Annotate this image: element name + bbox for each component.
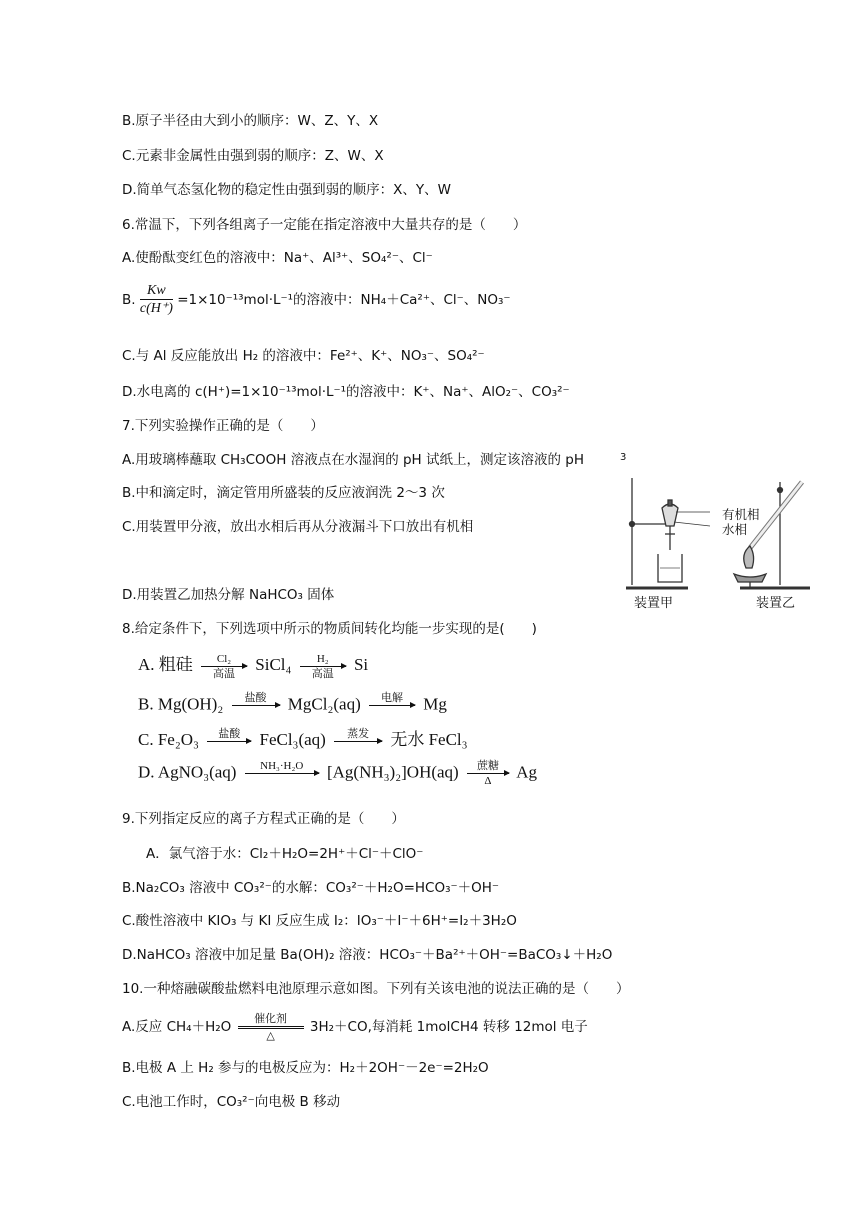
q8b-c2-top: 电解 (381, 692, 403, 704)
q5-option-c: C.元素非金属性由强到弱的顺序：Z、W、X (122, 148, 384, 164)
q8-option-c (138, 725, 468, 755)
q7-option-a: A.用玻璃棒蘸取 CH₃COOH 溶液点在水湿润的 pH 试纸上，测定该溶液的 pH (122, 452, 585, 468)
label-water-phase: 水相 (722, 522, 748, 537)
q7-option-b: B.中和滴定时，滴定管用所盛装的反应液润洗 2～3 次 (122, 485, 445, 501)
q9-option-c: C.酸性溶液中 KIO₃ 与 KI 反应生成 I₂：IO₃⁻＋I⁻＋6H⁺=I₂＋3H₂O (122, 913, 517, 929)
q8c-s1: Fe₂O₃ (157, 730, 199, 749)
q8a-c1-top: Cl₂ (216, 652, 232, 665)
q8a-c2-bot: 高温 (311, 667, 334, 680)
q8a-label: A. (138, 655, 155, 674)
q7-option-c: C.用装置甲分液，放出水相后再从分液漏斗下口放出有机相 (122, 519, 474, 535)
q8-stem: 8.给定条件下，下列选项中所示的物质间转化均能一步实现的是( ) (122, 621, 537, 637)
q6b-rest: =1×10⁻¹³mol·L⁻¹的溶液中：NH₄＋Ca²⁺、Cl⁻、NO₃⁻ (177, 292, 511, 308)
q8c-c1-top: 盐酸 (218, 727, 241, 740)
q10-option-b: B.电极 A 上 H₂ 参与的电极反应为：H₂＋2OH⁻－2e⁻=2H₂O (122, 1060, 489, 1076)
q8d-c2-top: 蔗糖 (476, 760, 499, 772)
q6-option-d: D.水电离的 c(H⁺)=1×10⁻¹³mol·L⁻¹的溶液中：K⁺、Na⁺、AlO₂⁻、CO₃²⁻ (122, 384, 570, 400)
q6b-prefix: B. (122, 292, 136, 308)
q8-option-b (138, 692, 447, 719)
q8c-s2: FeCl₃(aq) (259, 730, 326, 749)
q10-option-a (122, 1010, 588, 1044)
q8d-s1: AgNO₃(aq) (157, 762, 237, 782)
q6-option-c: C.与 Al 反应能放出 H₂ 的溶液中：Fe²⁺、K⁺、NO₃⁻、SO₄²⁻ (122, 348, 485, 364)
q8b-c1-top: 盐酸 (244, 692, 267, 704)
q9-option-d: D.NaHCO₃ 溶液中加足量 Ba(OH)₂ 溶液：HCO₃⁻＋Ba²⁺＋OH⁻=BaCO₃↓＋H₂O (122, 947, 613, 963)
q8a-s1: 粗硅 (158, 655, 193, 674)
q8b-arrow-2 (369, 692, 415, 719)
q8b-s2: MgCl₂(aq) (287, 694, 361, 714)
label-organic-phase: 有机相 (722, 507, 760, 522)
q6-option-b (122, 282, 511, 318)
q7-stem: 7.下列实验操作正确的是（ ） (122, 418, 324, 434)
q8a-s3: Si (353, 655, 369, 674)
q8c-s3: 无水 FeCl₃ (390, 730, 468, 749)
q8c-arrow-2 (334, 728, 382, 755)
q8-option-d (138, 760, 537, 787)
q8d-s3: Ag (516, 762, 538, 782)
q10-option-c: C.电池工作时，CO₃²⁻向电极 B 移动 (122, 1094, 341, 1110)
q8c-c2-top: 蒸发 (347, 727, 370, 740)
q8-option-a (138, 650, 368, 680)
q8a-arrow-2 (300, 653, 346, 680)
q8a-c2-top: H₂ (316, 652, 329, 665)
q8d-label: D. (138, 762, 155, 782)
q8c-label: C. (138, 730, 154, 749)
caption-apparatus-jia: 装置甲 (634, 596, 674, 611)
q8d-arrow-2 (467, 760, 509, 787)
q9-stem: 9.下列指定反应的离子方程式正确的是（ ） (122, 811, 405, 827)
q7-option-d: D.用装置乙加热分解 NaHCO₃ 固体 (122, 587, 335, 603)
q6-option-a: A.使酚酞变红色的溶液中：Na⁺、Al³⁺、SO₄²⁻、Cl⁻ (122, 250, 433, 266)
q8a-c1-bot: 高温 (213, 667, 236, 680)
q8b-arrow-1 (232, 692, 280, 719)
q8a-s2: SiCl₄ (255, 655, 292, 674)
q10-stem: 10.一种熔融碳酸盐燃料电池原理示意如图。下列有关该电池的说法正确的是（ ） (122, 981, 630, 997)
separatory-funnel-stand (626, 478, 710, 588)
kw-denominator: c(H⁺) (139, 300, 173, 316)
q10a-equals-condition (238, 1013, 304, 1042)
q8c-arrow-1 (207, 728, 251, 755)
q9-option-a: A．氯气溶于水：Cl₂＋H₂O=2H⁺＋Cl⁻＋ClO⁻ (146, 846, 424, 862)
q9-option-b: B.Na₂CO₃ 溶液中 CO₃²⁻的水解：CO₃²⁻＋H₂O=HCO₃⁻＋OH⁻ (122, 880, 500, 896)
kw-numerator: Kw (140, 283, 173, 300)
q10a-heat: △ (266, 1028, 275, 1042)
q10a-rest: 3H₂＋CO,每消耗 1molCH4 转移 12mol 电子 (309, 1019, 588, 1035)
q10a-catalyst: 催化剂 (254, 1011, 288, 1025)
caption-apparatus-yi: 装置乙 (756, 596, 796, 611)
q8d-arrow-1 (245, 760, 319, 787)
q8a-arrow-1 (201, 653, 247, 680)
q10a-prefix: A.反应 CH₄＋H₂O (122, 1019, 232, 1035)
q8d-c1-top: NH₃·H₂O (260, 760, 304, 772)
q6-stem: 6.常温下，下列各组离子一定能在指定溶液中大量共存的是（ ） (122, 217, 527, 233)
q8d-c2-bot: Δ (484, 775, 492, 787)
q8b-label: B. (138, 694, 154, 714)
q5-option-d: D.简单气态氢化物的稳定性由强到弱的顺序：X、Y、W (122, 182, 452, 198)
kw-fraction (140, 283, 173, 318)
corner-mark: 3 (620, 452, 627, 463)
apparatus-figure (610, 450, 850, 620)
q8d-s2: [Ag(NH₃)₂]OH(aq) (326, 762, 459, 782)
q5-option-b: B.原子半径由大到小的顺序：W、Z、Y、X (122, 113, 379, 129)
q8b-s3: Mg (423, 694, 447, 714)
q8b-s1: Mg(OH)₂ (157, 694, 224, 714)
